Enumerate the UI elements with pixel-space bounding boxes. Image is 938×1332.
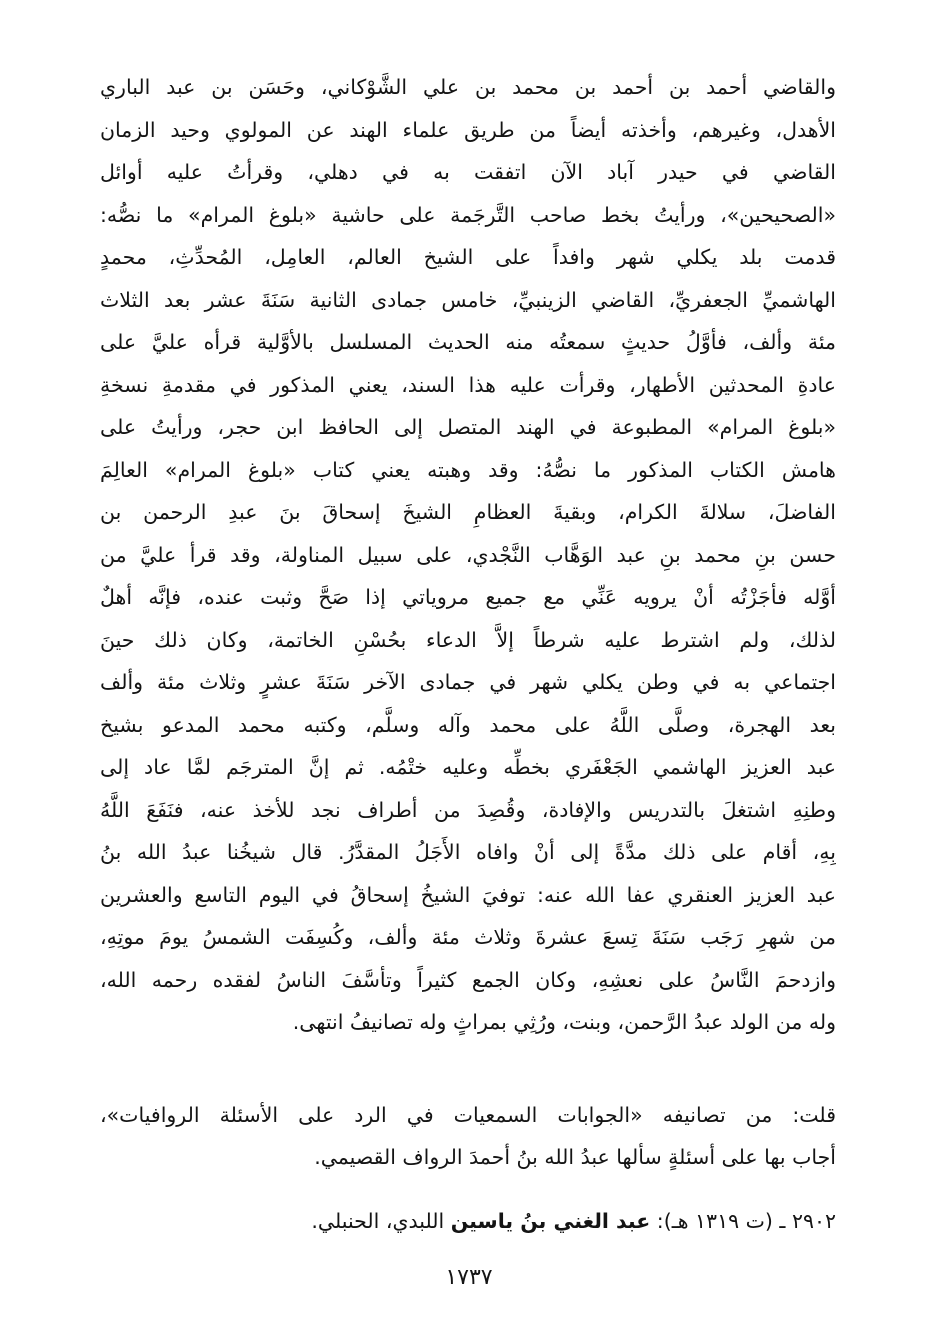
text-line: «الصحيحين»، ورأيتُ بخط صاحب التَّرجَمة على حاشية «بلوغ المرام» ما نصُّه: <box>100 202 836 227</box>
text-line: قدمت بلد يكلي شهر وافداً على الشيخ العالم، العامِل، المُحدِّثِ، محمدٍ <box>100 245 836 269</box>
text-line: والقاضي أحمد بن أحمد بن محمد بن علي الشَّوْكاني، وحَسَن بن عبد الباري <box>100 75 836 99</box>
text-line: عبد العزيز العنقري عفا الله عنه: توفيَ الشيخُ إسحاقُ في اليوم التاسع والعشرين <box>100 882 836 907</box>
entry-suffix: اللبدي، الحنبلي. <box>311 1209 445 1233</box>
text-line: أوَّله فأجَزْتُه أنْ يرويه عَنِّي مع جميع مروياتي إذا صَحَّ وثبت عنده، فإنَّه أهلٌ <box>100 585 836 609</box>
page-number: ١٧٣٧ <box>445 1265 493 1290</box>
text-line: قلت: من تصانيفه «الجوابات السمعيات في الرد على الأسئلة الروافيات»، <box>100 1103 836 1127</box>
text-line: وطنِهِ اشتغلَ بالتدريس والإفادة، وقُصِدَ من أطراف نجد للأخذ عنه، فنَفَعَ اللَّهُ <box>100 797 836 822</box>
main-paragraph <box>100 66 836 1044</box>
text-line: عادةِ المحدثين الأطهار، وقرأت عليه هذا السند، يعني المذكور في مقدمةِ نسخةِ <box>100 372 836 397</box>
text-line: بِهِ، أقام على ذلك مدَّةً إلى أنْ وافاه الأَجَلُ المقدَّرُ. قال شيخُنا عبدُ الله بنُ <box>100 840 836 864</box>
text-line: حسن بنِ محمد بنِ عبد الوَهَّاب النَّجْدي، على سبيل المناولة، وقد قرأ عليَّ من <box>100 542 836 567</box>
text-line: وله من الولد عبدُ الرَّحمن، وبنت، ورُثِي بمراثٍ وله تصانيفُ انتهى. <box>292 1010 836 1034</box>
text-line: اجتماعي به في وطن يكلي شهر في جمادى الآخر سَنَةَ عشرٍ وثلاث مئة وألف <box>100 670 836 694</box>
entry-name: عبد الغني بنُ ياسين <box>450 1209 651 1233</box>
text-line: بعد الهجرة، وصلَّى اللَّهُ على محمد وآله وسلَّم، وكتبه محمد المدعو بشيخ <box>100 712 836 737</box>
text-line: الفاضلَ، سلالةَ الكرام، وبقيةَ العظامِ الشيخَ إسحاقَ بنَ عبدِ الرحمن بن <box>100 500 836 524</box>
note-paragraph <box>100 1094 836 1178</box>
entry-heading <box>100 1200 836 1242</box>
text-line: مئة وألف، فأوَّلُ حديثٍ سمعتُه منه الحديث المسلسل بالأوَّلية قرأه عليَّ على <box>100 330 836 354</box>
text-line: لذلك، ولم اشترط عليه شرطاً إلاَّ الدعاء بحُسْنِ الخاتمة، وكان ذلك حينَ <box>100 627 836 652</box>
text-line: عبد العزيز الهاشمي الجَعْفَري بخطِّه وعليه ختْمُه. ثم إنَّ المترجَم لمَّا عاد إلى <box>100 755 836 779</box>
entry-number: ٢٩٠٢ ـ (ت ١٣١٩ هـ): <box>656 1209 836 1233</box>
text-line: «بلوغ المرام» المطبوعة في الهند المتصل إلى الحافظ ابن حجر، ورأيتُ على <box>100 415 836 439</box>
text-line: من شهرِ رَجَب سَنَةَ تِسعَ عشرةَ وثلاث مئة وألف، وكُسِفَت الشمسُ يومَ موتِهِ، <box>100 925 836 949</box>
text-line: هامش الكتاب المذكور ما نصُّهُ: وقد وهبته يعني كتاب «بلوغ المرام» العالِمَ <box>100 457 836 482</box>
text-line: أجاب بها على أسئلةٍ سألها عبدُ الله بنُ أحمدَ الرواف القصيمي. <box>314 1145 836 1169</box>
text-line: الأهدل، وغيرهم، وأخذته أيضاً من طريق علماء الهند عن المولوي وحيد الزمان <box>100 117 836 142</box>
text-line: القاضي في حيدر آباد الآن اتفقت به في دهلي، وقرأتُ عليه أوائل <box>100 160 836 184</box>
text-line: الهاشميِّ الجعفريِّ، القاضي الزينبيِّ، خامس جمادى الثانية سَنَةَ عشر بعد الثلاث <box>100 287 836 312</box>
text-line: وازدحمَ النَّاسُ على نعشِهِ، وكان الجمع كثيراً وتأسَّفَ الناسُ لفقده رحمه الله، <box>100 967 836 992</box>
